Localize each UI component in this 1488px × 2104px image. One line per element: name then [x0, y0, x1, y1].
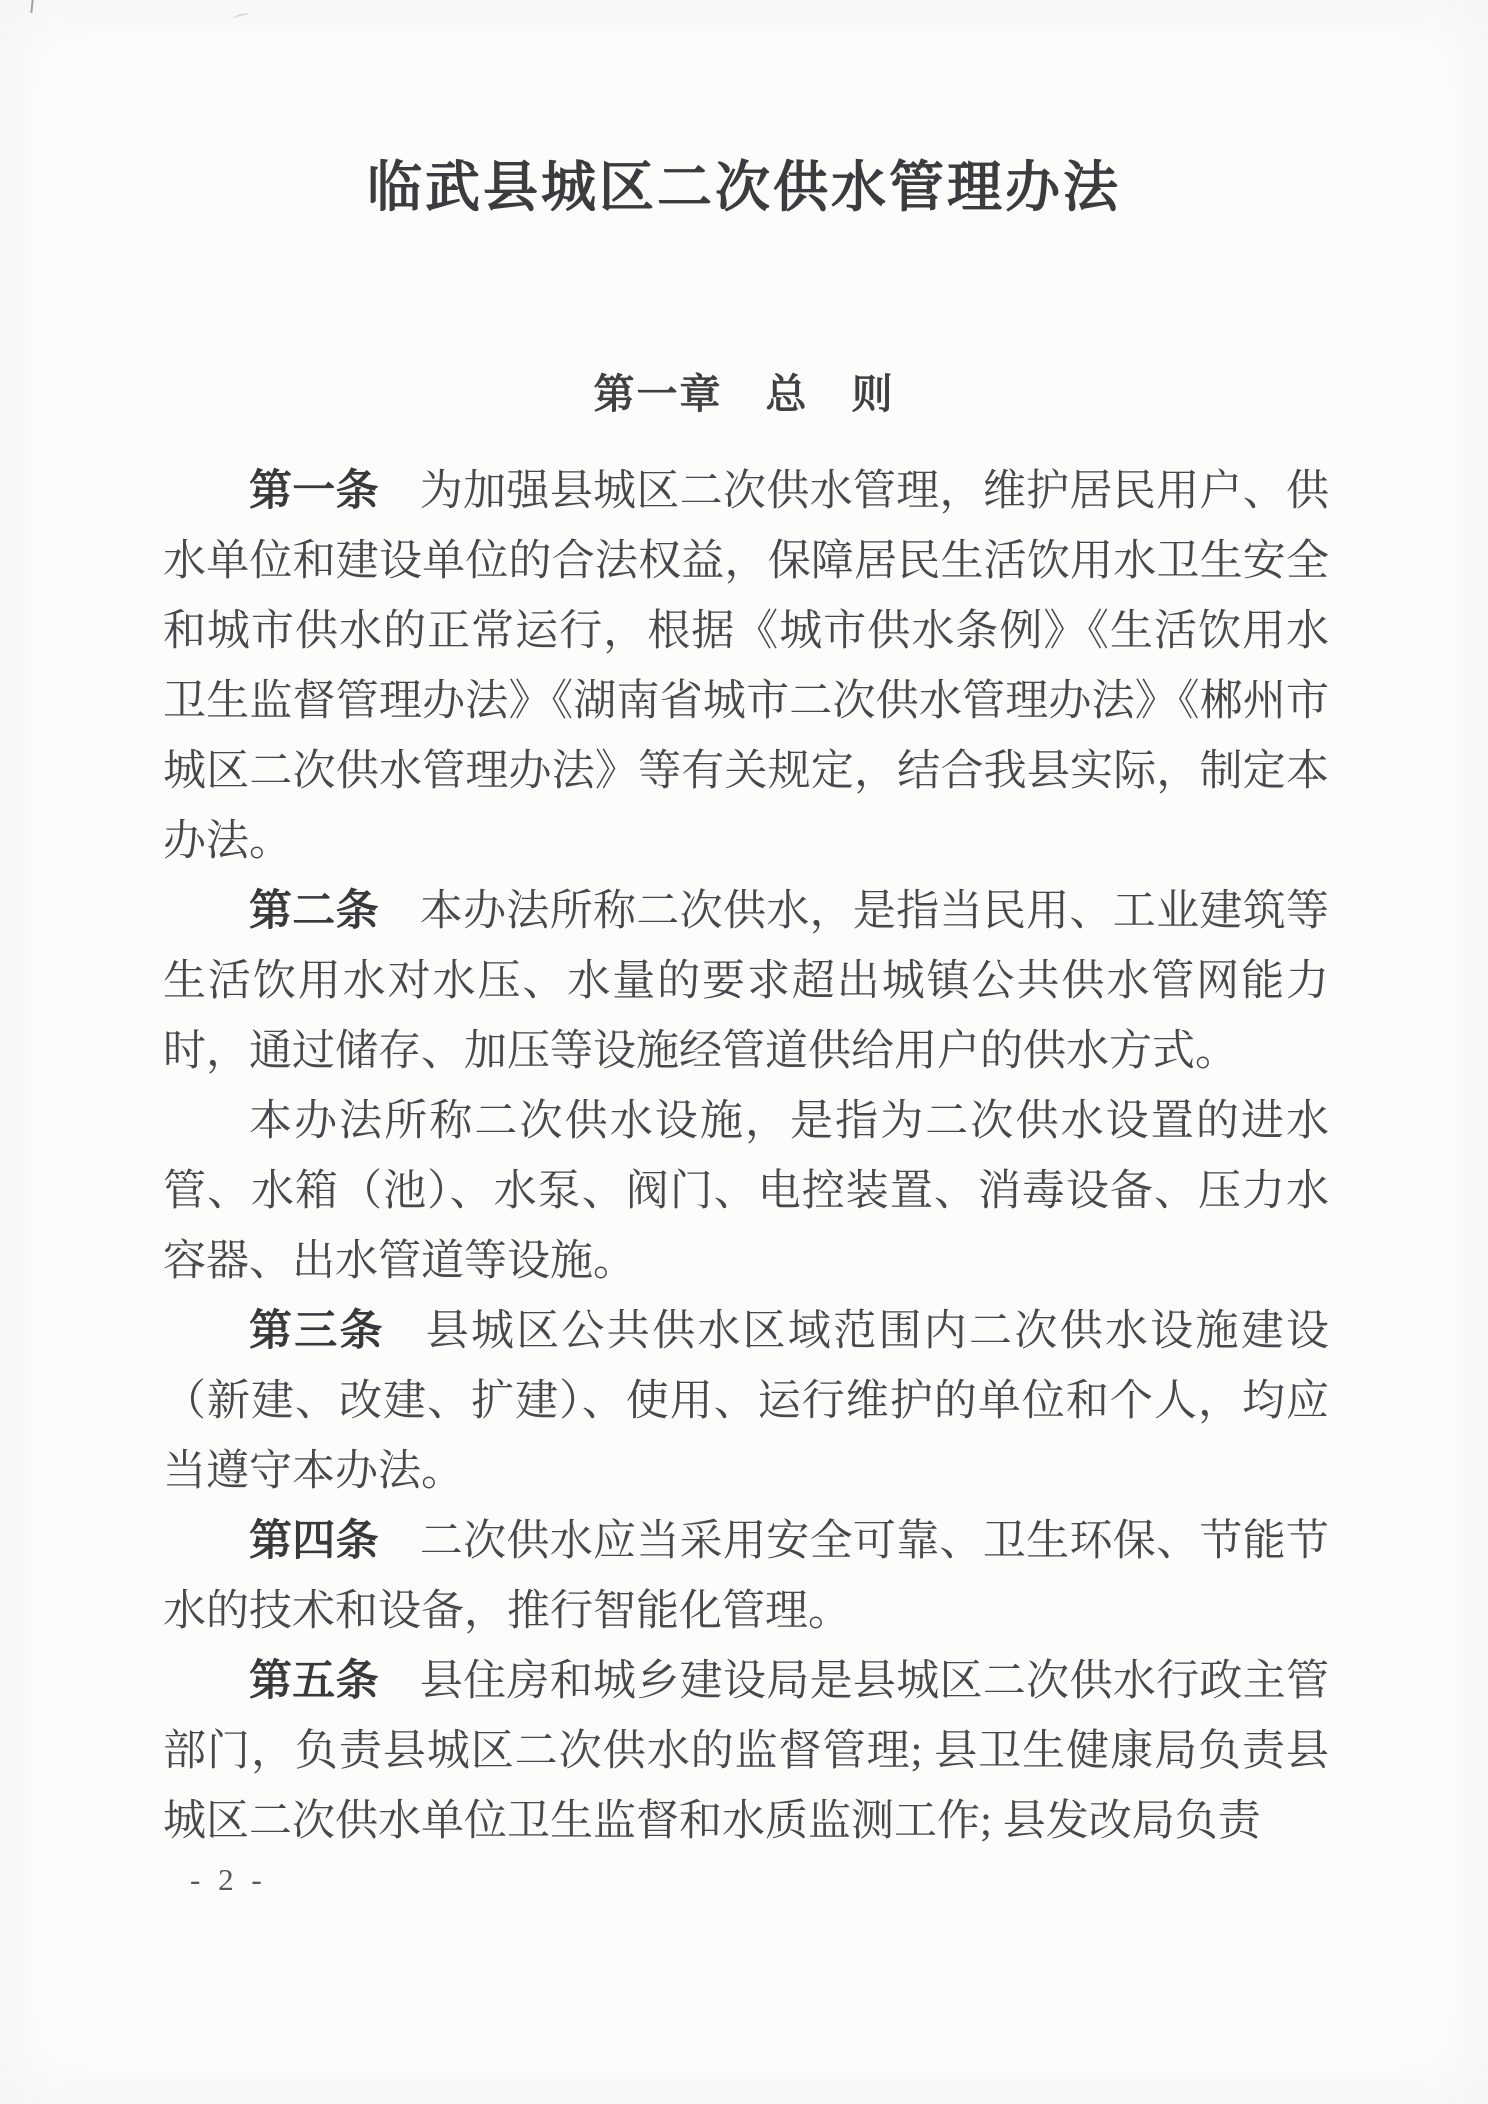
paragraph	[163, 1087, 1329, 1297]
paragraph	[163, 457, 1329, 877]
article-label: 第三条	[249, 1308, 385, 1355]
paragraph	[163, 1507, 1329, 1647]
paragraph	[163, 877, 1329, 1087]
article-label: 第四条	[249, 1518, 379, 1565]
article-label: 第二条	[249, 888, 379, 935]
article-label: 第一条	[249, 468, 379, 515]
page-number: - 2 -	[190, 1862, 267, 1897]
article-label: 第五条	[249, 1658, 379, 1705]
paragraph-text: 县城区公共供水区域范围内二次供水设施建设（新建、改建、扩建）、使用、运行维护的单位和个人，均应当遵守本办法。	[163, 1308, 1330, 1495]
paragraph-text: 本办法所称二次供水设施，是指为二次供水设置的进水管、水箱（池）、水泵、阀门、电控装置、消毒设备、压力水容器、出水管道等设施。	[163, 1098, 1329, 1285]
paragraph-text: 二次供水应当采用安全可靠、卫生环保、节能节水的技术和设备，推行智能化管理。	[163, 1518, 1330, 1635]
paragraph	[163, 1647, 1329, 1857]
document-body	[163, 457, 1329, 1857]
document-title: 临武县城区二次供水管理办法	[366, 156, 1121, 218]
paragraph-text: 本办法所称二次供水，是指当民用、工业建筑等生活饮用水对水压、水量的要求超出城镇公共供水管网能力时，通过储存、加压等设施经管道供给用户的供水方式。	[163, 888, 1330, 1075]
paragraph-text: 县住房和城乡建设局是县城区二次供水行政主管部门，负责县城区二次供水的监督管理; 县卫生健康局负责县城区二次供水单位卫生监督和水质监测工作; 县发改局负责	[163, 1658, 1330, 1845]
chapter-heading: 第一章 总 则	[593, 371, 895, 417]
paragraph	[163, 1297, 1329, 1507]
paragraph-text: 为加强县城区二次供水管理，维护居民用户、供水单位和建设单位的合法权益，保障居民生活饮用水卫生安全和城市供水的正常运行，根据《城市供水条例》《生活饮用水卫生监督管理办法》《湖南省城市二次供水管理办法》《郴州市城区二次供水管理办法》等有关规定，结合我县实际，制定本办法。	[163, 468, 1330, 865]
